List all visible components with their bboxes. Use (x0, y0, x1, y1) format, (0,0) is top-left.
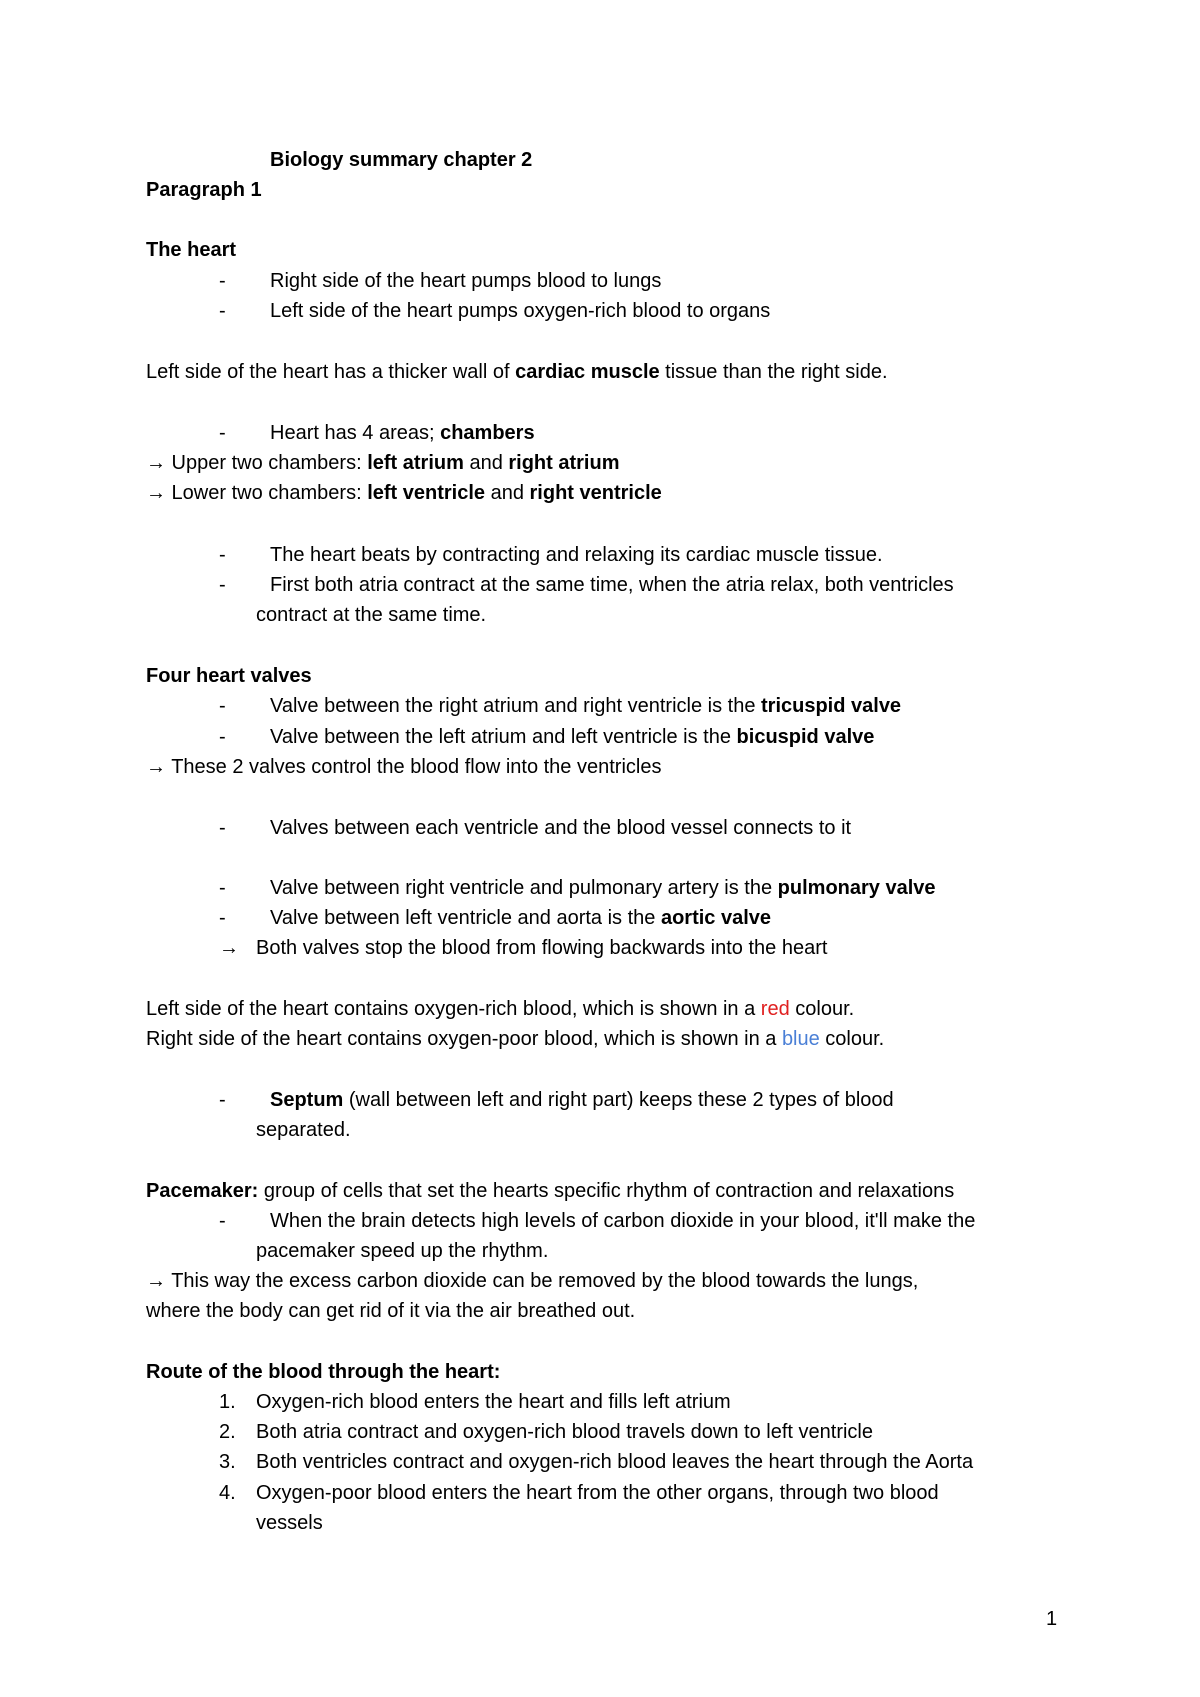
bullet-right-side: Right side of the heart pumps blood to lungs (270, 270, 662, 292)
bullet-dash: - (219, 726, 226, 748)
bullet-dash: - (219, 1089, 226, 1111)
pacemaker-line: Pacemaker: group of cells that set the hearts specific rhythm of contraction and relaxations (146, 1180, 955, 1202)
bullet-brain-detects: When the brain detects high levels of carbon dioxide in your blood, it'll make the (270, 1210, 976, 1232)
valves-backwards-line: Both valves stop the blood from flowing backwards into the heart (256, 937, 828, 959)
blue-word: blue (781, 1028, 820, 1050)
bullet-tricuspid: Valve between the right atrium and right ventricle is the tricuspid valve (270, 695, 902, 717)
page-number: 1 (1046, 1608, 1058, 1630)
bullet-atria-contract-cont: contract at the same time. (256, 604, 487, 626)
bullet-dash: - (219, 877, 226, 899)
valves-control-line: → These 2 valves control the blood flow into the ventricles (146, 756, 662, 778)
bullet-dash: - (219, 695, 226, 717)
bullet-pulmonary: Valve between right ventricle and pulmonary artery is the pulmonary valve (270, 877, 936, 899)
route-step-cont: vessels (256, 1512, 323, 1534)
route-step: Both atria contract and oxygen-rich blood travels down to left ventricle (256, 1421, 873, 1443)
bullet-each-ventricle: Valves between each ventricle and the blood vessel connects to it (270, 817, 852, 839)
step-number: 3. (219, 1451, 236, 1473)
bullet-atria-contract: First both atria contract at the same time, when the atria relax, both ventricles (270, 574, 954, 596)
section-heading-valves: Four heart valves (146, 665, 312, 687)
bullet-dash: - (219, 574, 226, 596)
bullet-left-side: Left side of the heart pumps oxygen-rich blood to organs (270, 300, 771, 322)
bullet-chambers: Heart has 4 areas; chambers (270, 422, 535, 444)
bullet-dash: - (219, 422, 226, 444)
bullet-dash: - (219, 907, 226, 929)
bullet-dash: - (219, 270, 226, 292)
bullet-bicuspid: Valve between the left atrium and left ventricle is the bicuspid valve (270, 726, 875, 748)
bullet-aortic: Valve between left ventricle and aorta is the aortic valve (270, 907, 772, 929)
route-step: Both ventricles contract and oxygen-rich blood leaves the heart through the Aorta (256, 1451, 974, 1473)
step-number: 4. (219, 1482, 236, 1504)
bullet-septum: Septum (wall between left and right part) keeps these 2 types of blood (270, 1089, 894, 1111)
carbon-dioxide-line-cont: where the body can get rid of it via the air breathed out. (146, 1300, 636, 1322)
bullet-dash: - (219, 817, 226, 839)
route-step: Oxygen-poor blood enters the heart from the other organs, through two blood (256, 1482, 939, 1504)
carbon-dioxide-line: → This way the excess carbon dioxide can be removed by the blood towards the lungs, (146, 1270, 919, 1292)
arrow-glyph: → (219, 937, 239, 959)
step-number: 2. (219, 1421, 236, 1443)
wall-sentence: Left side of the heart has a thicker wall of cardiac muscle tissue than the right side. (146, 361, 888, 383)
blue-colour-line: Right side of the heart contains oxygen-poor blood, which is shown in a blue colour. (146, 1028, 885, 1050)
section-heading-the-heart: The heart (146, 239, 237, 261)
upper-chambers-line: → Upper two chambers: left atrium and right atrium (146, 452, 620, 474)
bullet-septum-cont: separated. (256, 1119, 351, 1141)
bullet-dash: - (219, 1210, 226, 1232)
bullet-brain-detects-cont: pacemaker speed up the rhythm. (256, 1240, 549, 1262)
bullet-dash: - (219, 544, 226, 566)
paragraph-heading: Paragraph 1 (146, 179, 262, 201)
red-word: red (760, 998, 790, 1020)
bullet-dash: - (219, 300, 226, 322)
step-number: 1. (219, 1391, 236, 1413)
red-colour-line: Left side of the heart contains oxygen-rich blood, which is shown in a red colour. (146, 998, 855, 1020)
bullet-heart-beats: The heart beats by contracting and relaxing its cardiac muscle tissue. (270, 544, 883, 566)
section-heading-route: Route of the blood through the heart: (146, 1361, 501, 1383)
lower-chambers-line: → Lower two chambers: left ventricle and right ventricle (146, 482, 662, 504)
document-title: Biology summary chapter 2 (270, 149, 533, 171)
route-step: Oxygen-rich blood enters the heart and fills left atrium (256, 1391, 731, 1413)
